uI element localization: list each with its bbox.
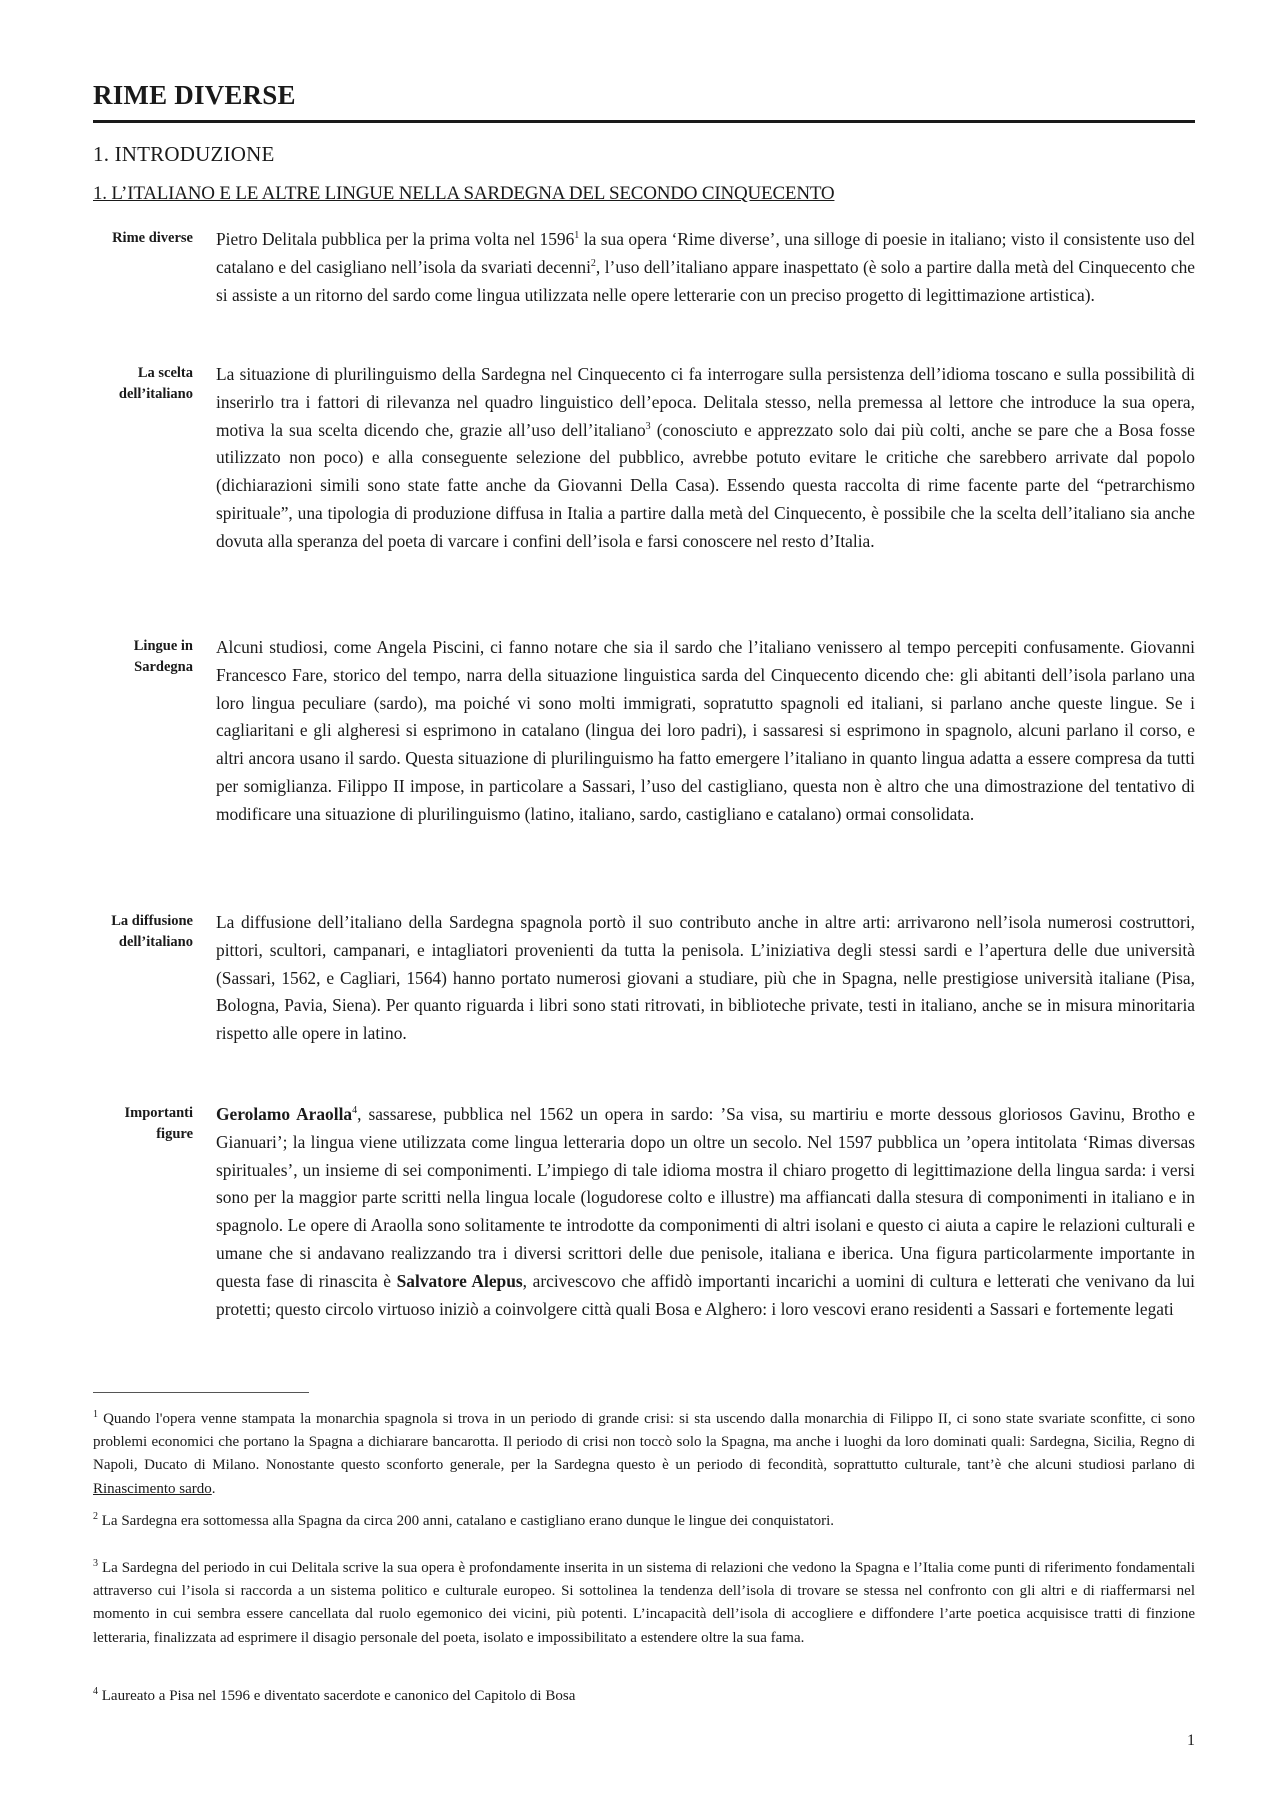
person-name: Salvatore Alepus	[396, 1270, 523, 1291]
footnote	[93, 1557, 1195, 1650]
paragraph	[216, 1101, 1195, 1323]
footnote-ref[interactable]: 3	[645, 420, 651, 432]
footnote-ref[interactable]: 2	[590, 258, 596, 269]
footnote-link[interactable]: Rinascimento sardo	[93, 1480, 212, 1497]
footnote-text: Quando l'opera venne stampata la monarchia spagnola si trova in un periodo di grande crisi: si sta uscendo dalla monarchia di Filippo II, ci sono state svariate sconfitte, ci sono problemi economici che portano la Spagna a dichiarare bancarotta. Il periodo di crisi non toccò solo la Spagna, ma anche i luoghi da loro dominati quali: Sardegna, Sicilia, Regno di Napoli, Ducato di Milano. Nonostante questo sconforto generale, per la Sardegna questo è un periodo di fecondità, soprattutto culturale, tant’è che alcuni studiosi parlano di	[93, 1411, 1195, 1474]
person-name: Gerolamo Araolla	[216, 1104, 353, 1124]
footnote-text: La Sardegna era sottomessa alla Spagna da circa 200 anni, catalano e castigliano erano dunque le lingue dei conquistatori.	[98, 1513, 834, 1529]
footnote-number: 3	[93, 1558, 98, 1569]
margin-label: Lingue in Sardegna	[133, 638, 193, 675]
footnote-number: 2	[93, 1511, 98, 1522]
footnote	[93, 1510, 1195, 1533]
subsection-heading: 1. L’ITALIANO E LE ALTRE LINGUE NELLA SARDEGNA DEL SECONDO CINQUECENTO	[93, 183, 835, 204]
paragraph-text: , l’uso dell’italiano appare inaspettato (è solo a partire dalla metà del Cinquecento che si assiste a un ritorno del sardo come lingua utilizzata nelle opere letterarie con un preciso progetto di legittimazione artistica).	[216, 256, 1195, 305]
margin-label: La diffusione dell’italiano	[111, 913, 193, 950]
footnote-divider	[93, 1392, 309, 1393]
footnote-text: .	[211, 1480, 216, 1497]
footnote-ref[interactable]: 4	[352, 1105, 358, 1117]
paragraph-text: Pietro Delitala pubblica per la prima volta nel 1596	[216, 229, 575, 249]
footnote-number: 4	[93, 1686, 98, 1697]
paragraph	[216, 226, 1195, 309]
document-title: RIME DIVERSE	[93, 80, 296, 110]
margin-label: Importanti figure	[124, 1105, 193, 1142]
footnote	[93, 1408, 1195, 1501]
paragraph: Alcuni studiosi, come Angela Piscini, ci fanno notare che sia il sardo che l’italiano venissero al tempo percepiti confusamente. Giovanni Francesco Fare, storico del tempo, narra della situazione linguistica sarda del Cinquecento dicendo che: gli abitanti dell’isola parlano una loro lingua peculiare (sardo), ma poiché vi sono molti immigrati, sopratutto spagnoli ed italiani, si parlano anche queste lingue. Se i cagliaritani e gli algheresi si esprimono in catalano (lingua dei loro padri), i sassaresi si esprimono in spagnolo, alcuni parlano il corso, e altri ancora usano il sardo. Questa situazione di plurilinguismo ha fatto emergere l’italiano in quanto lingua adatta a essere compresa da tutti per somiglianza. Filippo II impose, in particolare a Sassari, l’uso del castigliano, questa non è altro che una dimostrazione del tentativo di modificare una situazione di plurilinguismo (latino, italiano, sardo, castigliano e catalano) ormai consolidata.	[216, 637, 1195, 824]
footnote	[93, 1685, 1195, 1708]
paragraph-text: , sassarese, pubblica nel 1562 un opera in sardo: ’Sa visa, su martiriu e morte dessous gloriosos Gavinu, Brotho e Gianuari’; la lingua viene utilizzata come lingua letteraria dopo un oltre un secolo. Nel 1597 pubblica un ’opera intitolata ‘Rimas diversas spirituales’, un insieme di sei componimenti. L’impiego di tale idioma mostra il chiaro progetto di legittimazione della lingua sarda: i versi sono per la maggior parte scritti nella lingua locale (logudorese colto e illustre) ma affiancati dalla stesura di componimenti in italiano e in spagnolo. Le opere di Araolla sono solitamente te introdotte da componimenti di altri isolani e questo ci aiuta a capire le relazioni culturali e umane che si andavano realizzando tra i diversi scrittori delle due penisole, italiana e iberica. Una figura particolarmente importante in questa fase di rinascita è	[216, 1104, 1195, 1291]
footnote-text: La Sardegna del periodo in cui Delitala scrive la sua opera è profondamente inserita in un sistema di relazioni che vedono la Spagna e l’Italia come punti di riferimento fondamentali attraverso cui l’isola si raccorda a un sistema politico e culturale europeo. Si sottolinea la tendenza dell’isola di trovare se stessa nel confronto con gli altri e di riaffermarsi nel momento in cui sembra essere cancellata dal ruolo egemonico dei vicini, più potenti. L’incapacità dell’isola di accogliere e diffondere l’arte poetica acquisisce tratti di finzione letteraria, finalizzata ad esprimere il disagio personale del poeta, isolato e impossibilitato a estendere oltre la sua fama.	[93, 1560, 1195, 1646]
margin-label: La scelta dell’italiano	[118, 365, 193, 402]
paragraph-text: La situazione di plurilinguismo della Sardegna nel Cinquecento ci fa interrogare sulla persistenza dell’idioma toscano e sulla possibilità di inserirlo tra i fattori di rilevanza nel quadro linguistico dell’epoca. Delitala stesso, nella premessa al lettore che introduce la sua opera, motiva la sua scelta dicendo che, grazie all’uso dell’italiano	[216, 364, 1195, 440]
page-number: 1	[1187, 1732, 1195, 1749]
title-divider	[93, 120, 1195, 123]
margin-label: Rime diverse	[112, 230, 193, 246]
section-heading: 1. INTRODUZIONE	[93, 142, 275, 166]
paragraph-text: , arcivescovo che affidò importanti incarichi a uomini di cultura e letterati che venivano da lui protetti; questo circolo virtuoso iniziò a coinvolgere città quali Bosa e Alghero: i loro vescovi erano residenti a Sassari e fortemente legati	[216, 1270, 1195, 1319]
paragraph-text: (conosciuto e apprezzato solo dai più colti, anche se pare che a Bosa fosse utilizzato non poco) e alla conseguente selezione del pubblico, avrebbe potuto evitare le critiche che sarebbero arrivate dal popolo (dichiarazioni simili sono state fatte anche da Giovanni Della Casa). Essendo questa raccolta di rime facente parte del “petrarchismo spirituale”, una tipologia di produzione diffusa in Italia a partire dalla metà del Cinquecento, è possibile che la scelta dell’italiano sia anche dovuta alla speranza del poeta di varcare i confini dell’isola e farsi conoscere nel resto d’Italia.	[216, 419, 1195, 551]
footnote-text: Laureato a Pisa nel 1596 e diventato sacerdote e canonico del Capitolo di Bosa	[98, 1688, 576, 1704]
paragraph: La diffusione dell’italiano della Sardegna spagnola portò il suo contributo anche in altre arti: arrivarono nell’isola numerosi costruttori, pittori, scultori, campanari, e intagliatori provenienti da tutta la penisola. L’iniziativa degli stessi sardi e l’apertura delle due università (Sassari, 1562, e Cagliari, 1564) hanno portato numerosi giovani a studiare, più che in Spagna, nelle prestigiose università italiane (Pisa, Bologna, Pavia, Siena). Per quanto riguarda i libri sono stati ritrovati, in biblioteche private, testi in italiano, anche se in misura minoritaria rispetto alle opere in latino.	[216, 912, 1195, 1044]
footnote-ref[interactable]: 1	[574, 230, 580, 242]
paragraph	[216, 361, 1195, 556]
paragraph-text: la sua opera ‘Rime diverse’, una silloge di poesie in italiano; visto il consistente uso del catalano e del casigliano nell’isola da svariati decenni	[216, 229, 1195, 277]
footnote-number: 1	[93, 1409, 98, 1420]
